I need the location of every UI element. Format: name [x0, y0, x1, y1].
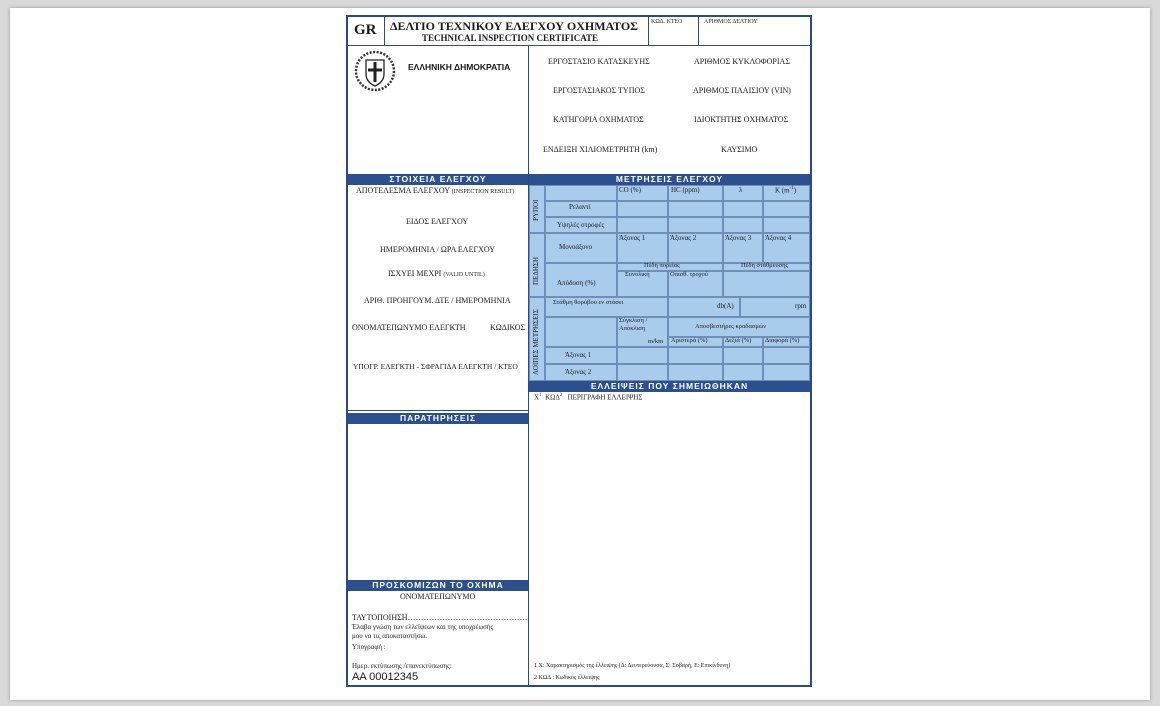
lambda-header: λ	[739, 186, 743, 194]
inspection-datetime-label: ΗΜΕΡΟΜΗΝΙΑ / ΩΡΑ ΕΛΕΓΧΟΥ	[380, 245, 496, 254]
convergence-header: Σύγκλιση / Απόκλιση	[619, 317, 648, 332]
presenter-id-label: ΤΑΥΤΟΠΟΙΗΣΗ………………………………………	[352, 613, 528, 622]
total-header: Συνολική	[625, 271, 650, 278]
serial-number: ΑΑ 00012345	[352, 671, 419, 683]
certificate-subtitle: TECHNICAL INSPECTION CERTIFICATE	[422, 33, 599, 43]
cell	[617, 201, 668, 217]
gr-mark: GR	[354, 22, 377, 38]
divider	[648, 17, 649, 45]
divider	[348, 45, 810, 46]
previous-certificate-label: ΑΡΙΘ. ΠΡΟΗΓΟΥΜ. ΔΤΕ / ΗΜΕΡΟΜΗΝΙΑ	[364, 296, 511, 305]
defects-band: ΕΛΛΕΙΨΕΙΣ ΠΟΥ ΣΗΜΕΙΩΘΗΚΑΝ	[529, 381, 810, 392]
fuel-label: ΚΑΥΣΙΜΟ	[721, 145, 758, 154]
inspection-type-label: ΕΙΔΟΣ ΕΛΕΓΧΟΥ	[406, 217, 469, 226]
axle3-header: Άξονας 3	[725, 234, 752, 242]
cell	[723, 347, 763, 364]
parking-brake-header: Πέδη στάθμευσης	[741, 262, 789, 269]
service-brake-header: Πέδη πορείας	[644, 262, 680, 269]
vin-label: ΑΡΙΘΜΟΣ ΠΛΑΙΣΙΟΥ (VIN)	[693, 86, 791, 95]
control-data-band: ΣΤΟΙΧΕΙΑ ΕΛΕΓΧΟΥ	[348, 174, 528, 185]
presenter-signature-label: Υπογραφή :	[352, 643, 386, 651]
rpm-unit: rpm	[795, 302, 807, 310]
cell	[668, 217, 723, 233]
axle4-header: Άξονας 4	[765, 234, 792, 242]
cell	[723, 271, 810, 297]
republic-label: ΕΛΛΗΝΙΚΗ ΔΗΜΟΚΡΑΤΙΑ	[408, 62, 511, 72]
cell	[545, 317, 617, 347]
category-label: ΚΑΤΗΓΟΡΙΑ ΟΧΗΜΑΤΟΣ	[553, 115, 644, 124]
inspector-name-label: ΟΝΟΜΑΤΕΠΩΝΥΜΟ ΕΛΕΓΚΤΗ	[352, 323, 466, 332]
k-header: K $(m^{-1})$	[775, 186, 797, 195]
kteo-code-label: ΚΩΔ. ΚΤΕΟ	[651, 19, 683, 25]
registration-number-label: ΑΡΙΘΜΟΣ ΚΥΚΛΟΦΟΡΙΑΣ	[694, 57, 790, 66]
axle2-row-label: Άξονας 2	[565, 368, 592, 376]
mkm-unit: m/km	[648, 338, 664, 345]
inspection-certificate	[346, 15, 812, 687]
owner-label: ΙΔΙΟΚΤΗΤΗΣ ΟΧΗΜΑΤΟΣ	[694, 115, 789, 124]
certificate-title: ΔΕΛΤΙΟ ΤΕΧΝΙΚΟΥ ΕΛΕΓΧΟΥ ΟΧΗΜΑΤΟΣ	[390, 19, 638, 33]
valid-until-label: ΙΣΧΥΕΙ ΜΕΧΡΙ (VALID UNTIL)	[388, 269, 485, 278]
per-wheel-header: Οπισθ. τροχού	[670, 271, 708, 278]
idle-row-label: Ρελαντί	[569, 203, 591, 211]
cell	[763, 364, 810, 381]
axle1-row-label: Άξονας 1	[565, 351, 592, 359]
type-label: ΕΡΓΟΣΤΑΣΙΑΚΟΣ ΤΥΠΟΣ	[553, 86, 645, 95]
presenter-band: ΠΡΟΣΚΟΜΙΖΩΝ ΤΟ ΟΧΗΜΑ	[348, 580, 528, 591]
noise-label: Στάθμη θορύβου εν στάσει	[553, 299, 624, 306]
acknowledgement-line-2: μου να τις αποκαταστήσω.	[352, 632, 427, 640]
cell	[723, 185, 763, 201]
cell	[668, 201, 723, 217]
efficiency-label: Απόδοση (%)	[557, 279, 596, 287]
cell	[723, 201, 763, 217]
divider	[698, 17, 699, 45]
cell	[617, 217, 668, 233]
cell	[545, 185, 617, 201]
divider	[384, 17, 385, 45]
emissions-label: ΡΥΠΟΙ	[532, 199, 540, 221]
certificate-number-label: ΑΡΙΘΜΟΣ ΔΕΛΤΙΟΥ	[704, 19, 758, 25]
cell	[617, 364, 668, 381]
greek-emblem-icon	[354, 49, 396, 93]
cell	[668, 347, 723, 364]
remarks-band: ΠΑΡΑΤΗΡΗΣΕΙΣ	[348, 413, 528, 424]
measurements-table	[529, 185, 810, 381]
cell	[617, 347, 668, 364]
cell	[763, 217, 810, 233]
signature-stamp-label: ΥΠΟΓΡ. ΕΛΕΓΚΤΗ - ΣΦΡΑΓΙΔΑ ΕΛΕΓΚΤΗ / ΚΤΕΟ	[353, 362, 518, 371]
dampers-header: Αποσβεστήρες κραδασμών	[695, 323, 767, 330]
inspection-result-label: ΑΠΟΤΕΛΕΣΜΑ ΕΛΕΓΧΟΥ (INSPECTION RESULT)	[356, 186, 515, 195]
right-header: Δεξιά (%)	[725, 337, 752, 344]
monoaxle-label: Μονοάξονο	[559, 243, 593, 251]
diff-header: Διαφορά (%)	[765, 337, 800, 344]
axle1-header: Άξονας 1	[619, 234, 646, 242]
inspector-code-label: ΚΩΔΙΚΟΣ	[490, 323, 526, 332]
print-date-label: Ημερ. εκτύπωσης /επανεκτύπωσης:	[352, 662, 452, 670]
footnote-2: 2 ΚΩΔ : Κωδικός έλλειψης	[534, 675, 600, 681]
defects-header: $X^1$ ΚΩΔ$^2$ ΠΕΡΙΓΡΑΦΗ ΕΛΛΕΙΨΗΣ	[534, 393, 643, 402]
cell	[723, 217, 763, 233]
cell	[763, 347, 810, 364]
measurements-band: ΜΕΤΡΗΣΕΙΣ ΕΛΕΓΧΟΥ	[529, 174, 810, 185]
manufacturer-label: ΕΡΓΟΣΤΑΣΙΟ ΚΑΤΑΣΚΕΥΗΣ	[548, 57, 650, 66]
hc-header: HC (ppm)	[671, 186, 700, 194]
db-unit: db(A)	[717, 302, 734, 310]
high-rpm-row-label: Υψηλές στροφές	[557, 221, 605, 229]
cell	[723, 364, 763, 381]
co-header: CO (%)	[619, 186, 641, 194]
left-header: Αριστερά (%)	[671, 337, 708, 344]
divider	[348, 410, 528, 411]
axle2-header: Άξονας 2	[670, 234, 697, 242]
footnote-1: 1 Χ: Χαρακτηρισμός της έλλειψης (Δ: Δευτερεύουσα, Σ: Σοβαρή, Ε: Επικίνδυνη)	[534, 663, 731, 669]
other-measurements-label: ΛΟΙΠΕΣ ΜΕΤΡΗΣΕΙΣ	[532, 309, 540, 375]
cell	[763, 201, 810, 217]
acknowledgement-line-1: Έλαβα γνώση των ελλείψεων και της υποχρέωσής	[352, 623, 494, 631]
cell	[668, 364, 723, 381]
presenter-name-label: ΟΝΟΜΑΤΕΠΩΝΥΜΟ	[400, 592, 476, 601]
braking-label: ΠΕΔΗΣΗ	[532, 256, 540, 285]
odometer-label: ΕΝΔΕΙΞΗ ΧΙΛΙΟΜΕΤΡΗΤΗ (km)	[543, 145, 658, 154]
